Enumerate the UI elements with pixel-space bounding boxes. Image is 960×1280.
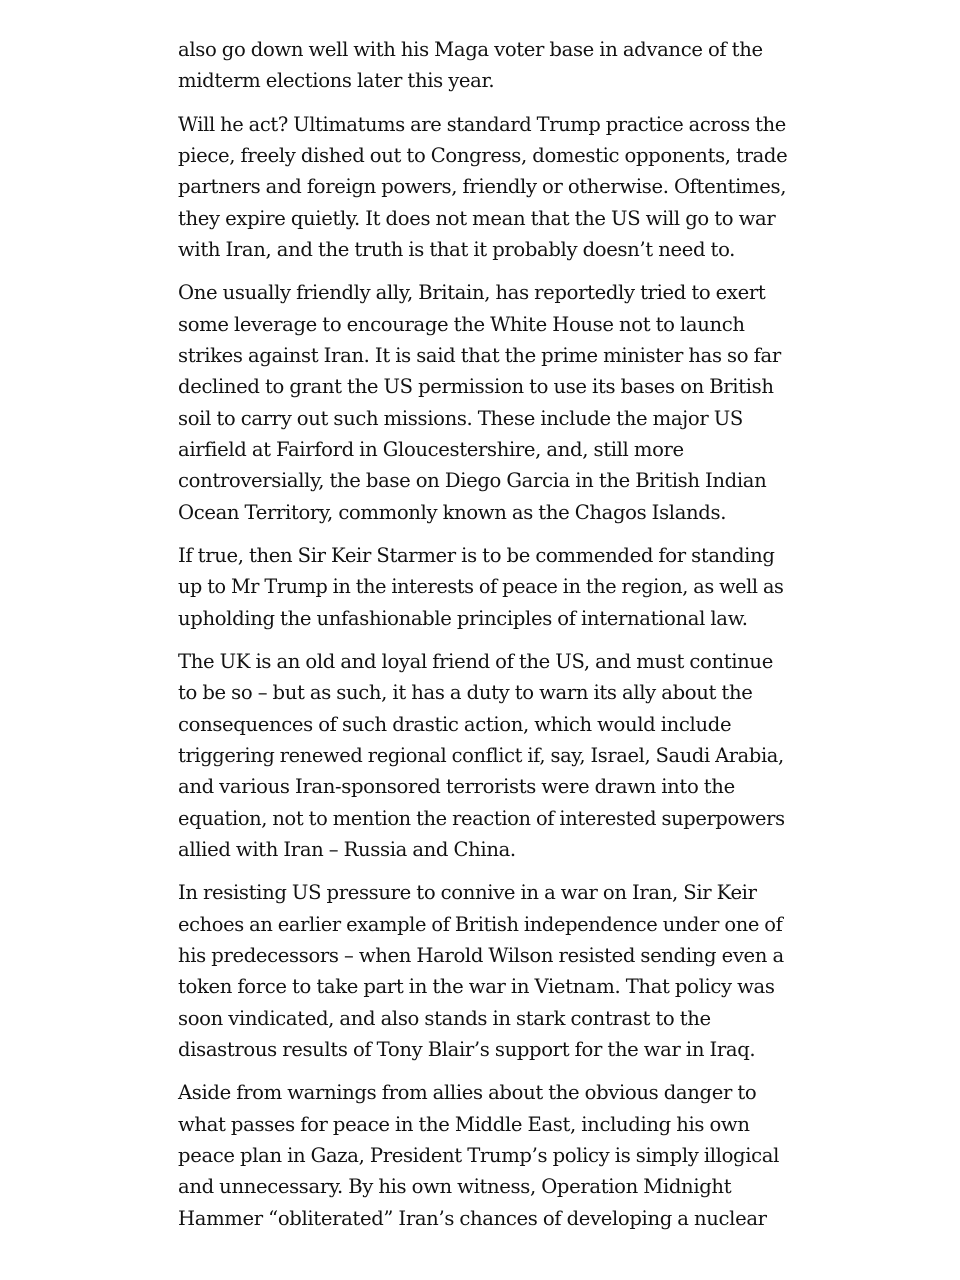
paragraph-1 bbox=[178, 34, 788, 97]
text-line: upholding the unfashionable principles of international law. bbox=[178, 606, 748, 630]
text-line: partners and foreign powers, friendly or otherwise. Oftentimes, bbox=[178, 175, 787, 199]
text-line: strikes against Iran. It is said that the prime minister has so far bbox=[178, 344, 781, 368]
text-line: peace plan in Gaza, President Trump’s policy is simply illogical bbox=[178, 1143, 780, 1167]
text-line: Aside from warnings from allies about the obvious danger to bbox=[178, 1081, 757, 1105]
text-line: they expire quietly. It does not mean that the US will go to war bbox=[178, 206, 776, 230]
text-line: declined to grant the US permission to use its bases on British bbox=[178, 375, 774, 399]
text-line: allied with Iran – Russia and China. bbox=[178, 837, 516, 861]
text-line: some leverage to encourage the White House not to launch bbox=[178, 312, 745, 336]
text-line: One usually friendly ally, Britain, has reportedly tried to exert bbox=[178, 281, 766, 305]
text-line: controversially, the base on Diego Garcia in the British Indian bbox=[178, 469, 767, 493]
text-line: equation, not to mention the reaction of interested superpowers bbox=[178, 806, 785, 830]
paragraph-5 bbox=[178, 646, 788, 865]
article-body bbox=[178, 34, 788, 1246]
text-line: echoes an earlier example of British independence under one of bbox=[178, 912, 783, 936]
text-line: In resisting US pressure to connive in a war on Iran, Sir Keir bbox=[178, 881, 757, 905]
text-line: soil to carry out such missions. These include the major US bbox=[178, 406, 743, 430]
text-line: If true, then Sir Keir Starmer is to be commended for standing bbox=[178, 544, 775, 568]
text-line: consequences of such drastic action, which would include bbox=[178, 712, 732, 736]
paragraph-3 bbox=[178, 277, 788, 527]
text-line: Hammer “obliterated” Iran’s chances of developing a nuclear bbox=[178, 1206, 767, 1230]
paragraph-4 bbox=[178, 540, 788, 634]
text-line: token force to take part in the war in Vietnam. That policy was bbox=[178, 975, 775, 999]
text-line: also go down well with his Maga voter base in advance of the bbox=[178, 38, 763, 61]
paragraph-6 bbox=[178, 877, 788, 1065]
text-line: and various Iran-sponsored terrorists were drawn into the bbox=[178, 775, 735, 799]
text-line: and unnecessary. By his own witness, Operation Midnight bbox=[178, 1175, 732, 1199]
text-line: Ocean Territory, commonly known as the Chagos Islands. bbox=[178, 500, 727, 524]
text-line: The UK is an old and loyal friend of the US, and must continue bbox=[178, 650, 773, 674]
text-line: what passes for peace in the Middle East, including his own bbox=[178, 1112, 750, 1136]
text-line: to be so – but as such, it has a duty to warn its ally about the bbox=[178, 681, 753, 705]
text-line: Will he act? Ultimatums are standard Trump practice across the bbox=[178, 112, 786, 136]
text-line: triggering renewed regional conflict if, say, Israel, Saudi Arabia, bbox=[178, 743, 784, 767]
paragraph-7 bbox=[178, 1077, 788, 1233]
text-line: his predecessors – when Harold Wilson resisted sending even a bbox=[178, 943, 784, 967]
text-line: soon vindicated, and also stands in stark contrast to the bbox=[178, 1006, 711, 1030]
text-line: with Iran, and the truth is that it probably doesn’t need to. bbox=[178, 237, 736, 261]
text-line: piece, freely dished out to Congress, domestic opponents, trade bbox=[178, 144, 788, 168]
text-line: airfield at Fairford in Gloucestershire, and, still more bbox=[178, 437, 684, 461]
paragraph-2 bbox=[178, 109, 788, 265]
text-line: midterm elections later this year. bbox=[178, 69, 495, 93]
text-line: disastrous results of Tony Blair’s support for the war in Iraq. bbox=[178, 1037, 756, 1061]
text-line: up to Mr Trump in the interests of peace in the region, as well as bbox=[178, 575, 784, 599]
